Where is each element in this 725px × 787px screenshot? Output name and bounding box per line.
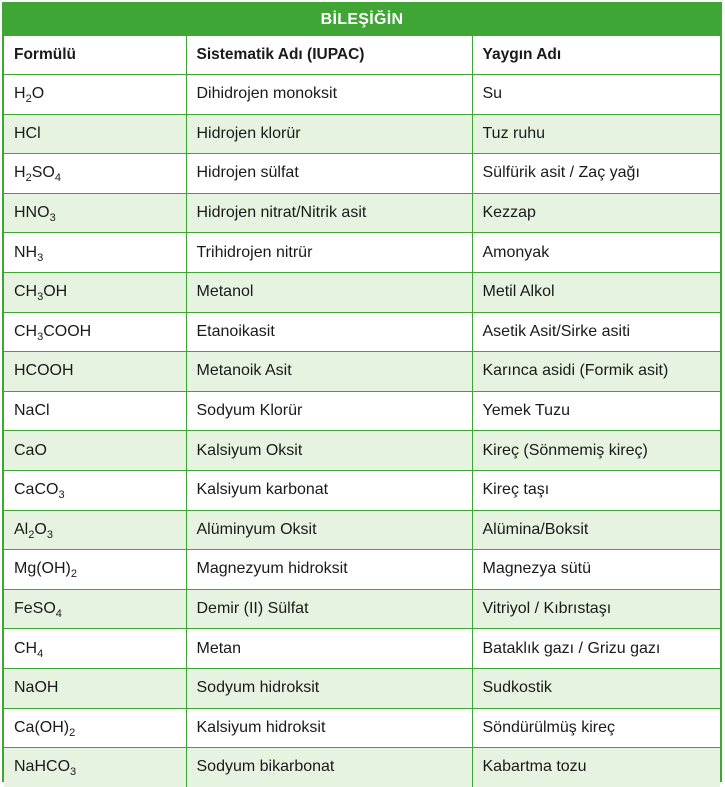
table-title: BİLEŞİĞİN bbox=[4, 4, 720, 36]
cell-formula bbox=[4, 708, 186, 748]
formula-subscript: 2 bbox=[25, 93, 32, 106]
cell-common-name: Alümina/Boksit bbox=[472, 510, 720, 550]
cell-iupac-name: Metan bbox=[186, 629, 472, 669]
cell-common-name: Magnezya sütü bbox=[472, 550, 720, 590]
formula-subscript: 2 bbox=[25, 172, 32, 185]
cell-iupac-name: Hidrojen sülfat bbox=[186, 154, 472, 194]
table-row bbox=[4, 312, 720, 352]
cell-formula bbox=[4, 75, 186, 115]
table-row bbox=[4, 470, 720, 510]
cell-common-name: Metil Alkol bbox=[472, 272, 720, 312]
formula-subscript: 3 bbox=[70, 766, 77, 779]
header-formula: Formülü bbox=[4, 36, 186, 75]
compound-table-panel bbox=[2, 2, 722, 782]
formula-subscript: 4 bbox=[54, 172, 61, 185]
table-row bbox=[4, 272, 720, 312]
cell-iupac-name: Sodyum bikarbonat bbox=[186, 748, 472, 787]
formula-subscript: 2 bbox=[69, 726, 76, 739]
cell-formula bbox=[4, 470, 186, 510]
header-row bbox=[4, 36, 720, 75]
formula-text: NaOH bbox=[14, 679, 59, 697]
formula-text: NaHCO bbox=[14, 758, 71, 776]
table-row bbox=[4, 75, 720, 115]
cell-formula bbox=[4, 114, 186, 154]
cell-common-name: Yemek Tuzu bbox=[472, 391, 720, 431]
cell-formula bbox=[4, 312, 186, 352]
formula-text: H bbox=[14, 164, 26, 182]
cell-common-name: Vitriyol / Kıbrıstaşı bbox=[472, 589, 720, 629]
cell-iupac-name: Metanol bbox=[186, 272, 472, 312]
table-row bbox=[4, 550, 720, 590]
cell-iupac-name: Kalsiyum karbonat bbox=[186, 470, 472, 510]
cell-common-name: Söndürülmüş kireç bbox=[472, 708, 720, 748]
cell-common-name: Su bbox=[472, 75, 720, 115]
formula-subscript: 3 bbox=[58, 489, 65, 502]
cell-common-name: Sülfürik asit / Zaç yağı bbox=[472, 154, 720, 194]
formula-text: CaCO bbox=[14, 481, 59, 499]
formula-subscript: 3 bbox=[46, 528, 53, 541]
formula-text: Al bbox=[14, 520, 29, 538]
cell-formula bbox=[4, 233, 186, 273]
formula-text: O bbox=[31, 85, 45, 103]
cell-formula bbox=[4, 352, 186, 392]
cell-iupac-name: Hidrojen klorür bbox=[186, 114, 472, 154]
formula-text: FeSO bbox=[14, 600, 56, 618]
table-row bbox=[4, 589, 720, 629]
formula-text: CH bbox=[14, 639, 38, 657]
formula-subscript: 3 bbox=[37, 291, 44, 304]
table-body bbox=[4, 75, 720, 787]
formula-text: SO bbox=[31, 164, 55, 182]
table-row bbox=[4, 233, 720, 273]
formula-text: H bbox=[14, 85, 26, 103]
formula-text: O bbox=[34, 520, 47, 538]
cell-iupac-name: Sodyum Klorür bbox=[186, 391, 472, 431]
header-common: Yaygın Adı bbox=[472, 36, 720, 75]
formula-text: HCl bbox=[14, 124, 41, 142]
cell-common-name: Asetik Asit/Sirke asiti bbox=[472, 312, 720, 352]
formula-text: Ca(OH) bbox=[14, 718, 70, 736]
cell-common-name: Bataklık gazı / Grizu gazı bbox=[472, 629, 720, 669]
formula-text: OH bbox=[43, 283, 68, 301]
formula-subscript: 2 bbox=[70, 568, 78, 581]
cell-common-name: Kireç (Sönmemiş kireç) bbox=[472, 431, 720, 471]
cell-iupac-name: Kalsiyum hidroksit bbox=[186, 708, 472, 748]
formula-text: HNO bbox=[14, 204, 50, 222]
formula-subscript: 4 bbox=[55, 608, 62, 621]
formula-text: CH bbox=[14, 283, 38, 301]
cell-iupac-name: Metanoik Asit bbox=[186, 352, 472, 392]
cell-formula bbox=[4, 550, 186, 590]
cell-iupac-name: Magnezyum hidroksit bbox=[186, 550, 472, 590]
cell-common-name: Kezzap bbox=[472, 193, 720, 233]
cell-formula bbox=[4, 193, 186, 233]
table-row bbox=[4, 391, 720, 431]
cell-formula bbox=[4, 391, 186, 431]
cell-iupac-name: Etanoikasit bbox=[186, 312, 472, 352]
cell-formula bbox=[4, 589, 186, 629]
cell-formula bbox=[4, 431, 186, 471]
cell-iupac-name: Trihidrojen nitrür bbox=[186, 233, 472, 273]
cell-formula bbox=[4, 272, 186, 312]
header-iupac: Sistematik Adı (IUPAC) bbox=[186, 36, 472, 75]
formula-text: NH bbox=[14, 243, 38, 261]
table-row bbox=[4, 668, 720, 708]
cell-common-name: Tuz ruhu bbox=[472, 114, 720, 154]
cell-formula bbox=[4, 668, 186, 708]
table-row bbox=[4, 510, 720, 550]
formula-text: HCOOH bbox=[14, 362, 74, 380]
cell-common-name: Sudkostik bbox=[472, 668, 720, 708]
table-row bbox=[4, 193, 720, 233]
formula-subscript: 2 bbox=[28, 528, 35, 541]
table-row bbox=[4, 431, 720, 471]
compound-table bbox=[4, 36, 720, 787]
cell-iupac-name: Kalsiyum Oksit bbox=[186, 431, 472, 471]
table-row bbox=[4, 629, 720, 669]
cell-iupac-name: Hidrojen nitrat/Nitrik asit bbox=[186, 193, 472, 233]
table-row bbox=[4, 114, 720, 154]
formula-text: COOH bbox=[43, 322, 92, 340]
table-row bbox=[4, 154, 720, 194]
formula-subscript: 4 bbox=[37, 647, 44, 660]
formula-text: NaCl bbox=[14, 402, 50, 420]
cell-iupac-name: Demir (II) Sülfat bbox=[186, 589, 472, 629]
cell-common-name: Kabartma tozu bbox=[472, 748, 720, 787]
cell-formula bbox=[4, 629, 186, 669]
cell-common-name: Kireç taşı bbox=[472, 470, 720, 510]
table-row bbox=[4, 708, 720, 748]
table-row bbox=[4, 748, 720, 787]
formula-text: CaO bbox=[14, 441, 47, 459]
formula-subscript: 3 bbox=[49, 212, 56, 225]
cell-formula bbox=[4, 748, 186, 787]
cell-iupac-name: Dihidrojen monoksit bbox=[186, 75, 472, 115]
formula-text: CH bbox=[14, 322, 38, 340]
cell-common-name: Karınca asidi (Formik asit) bbox=[472, 352, 720, 392]
table-row bbox=[4, 352, 720, 392]
cell-formula bbox=[4, 510, 186, 550]
cell-iupac-name: Alüminyum Oksit bbox=[186, 510, 472, 550]
formula-subscript: 3 bbox=[37, 251, 44, 264]
cell-iupac-name: Sodyum hidroksit bbox=[186, 668, 472, 708]
cell-common-name: Amonyak bbox=[472, 233, 720, 273]
formula-text: Mg(OH) bbox=[14, 560, 71, 578]
formula-subscript: 3 bbox=[37, 330, 44, 343]
cell-formula bbox=[4, 154, 186, 194]
